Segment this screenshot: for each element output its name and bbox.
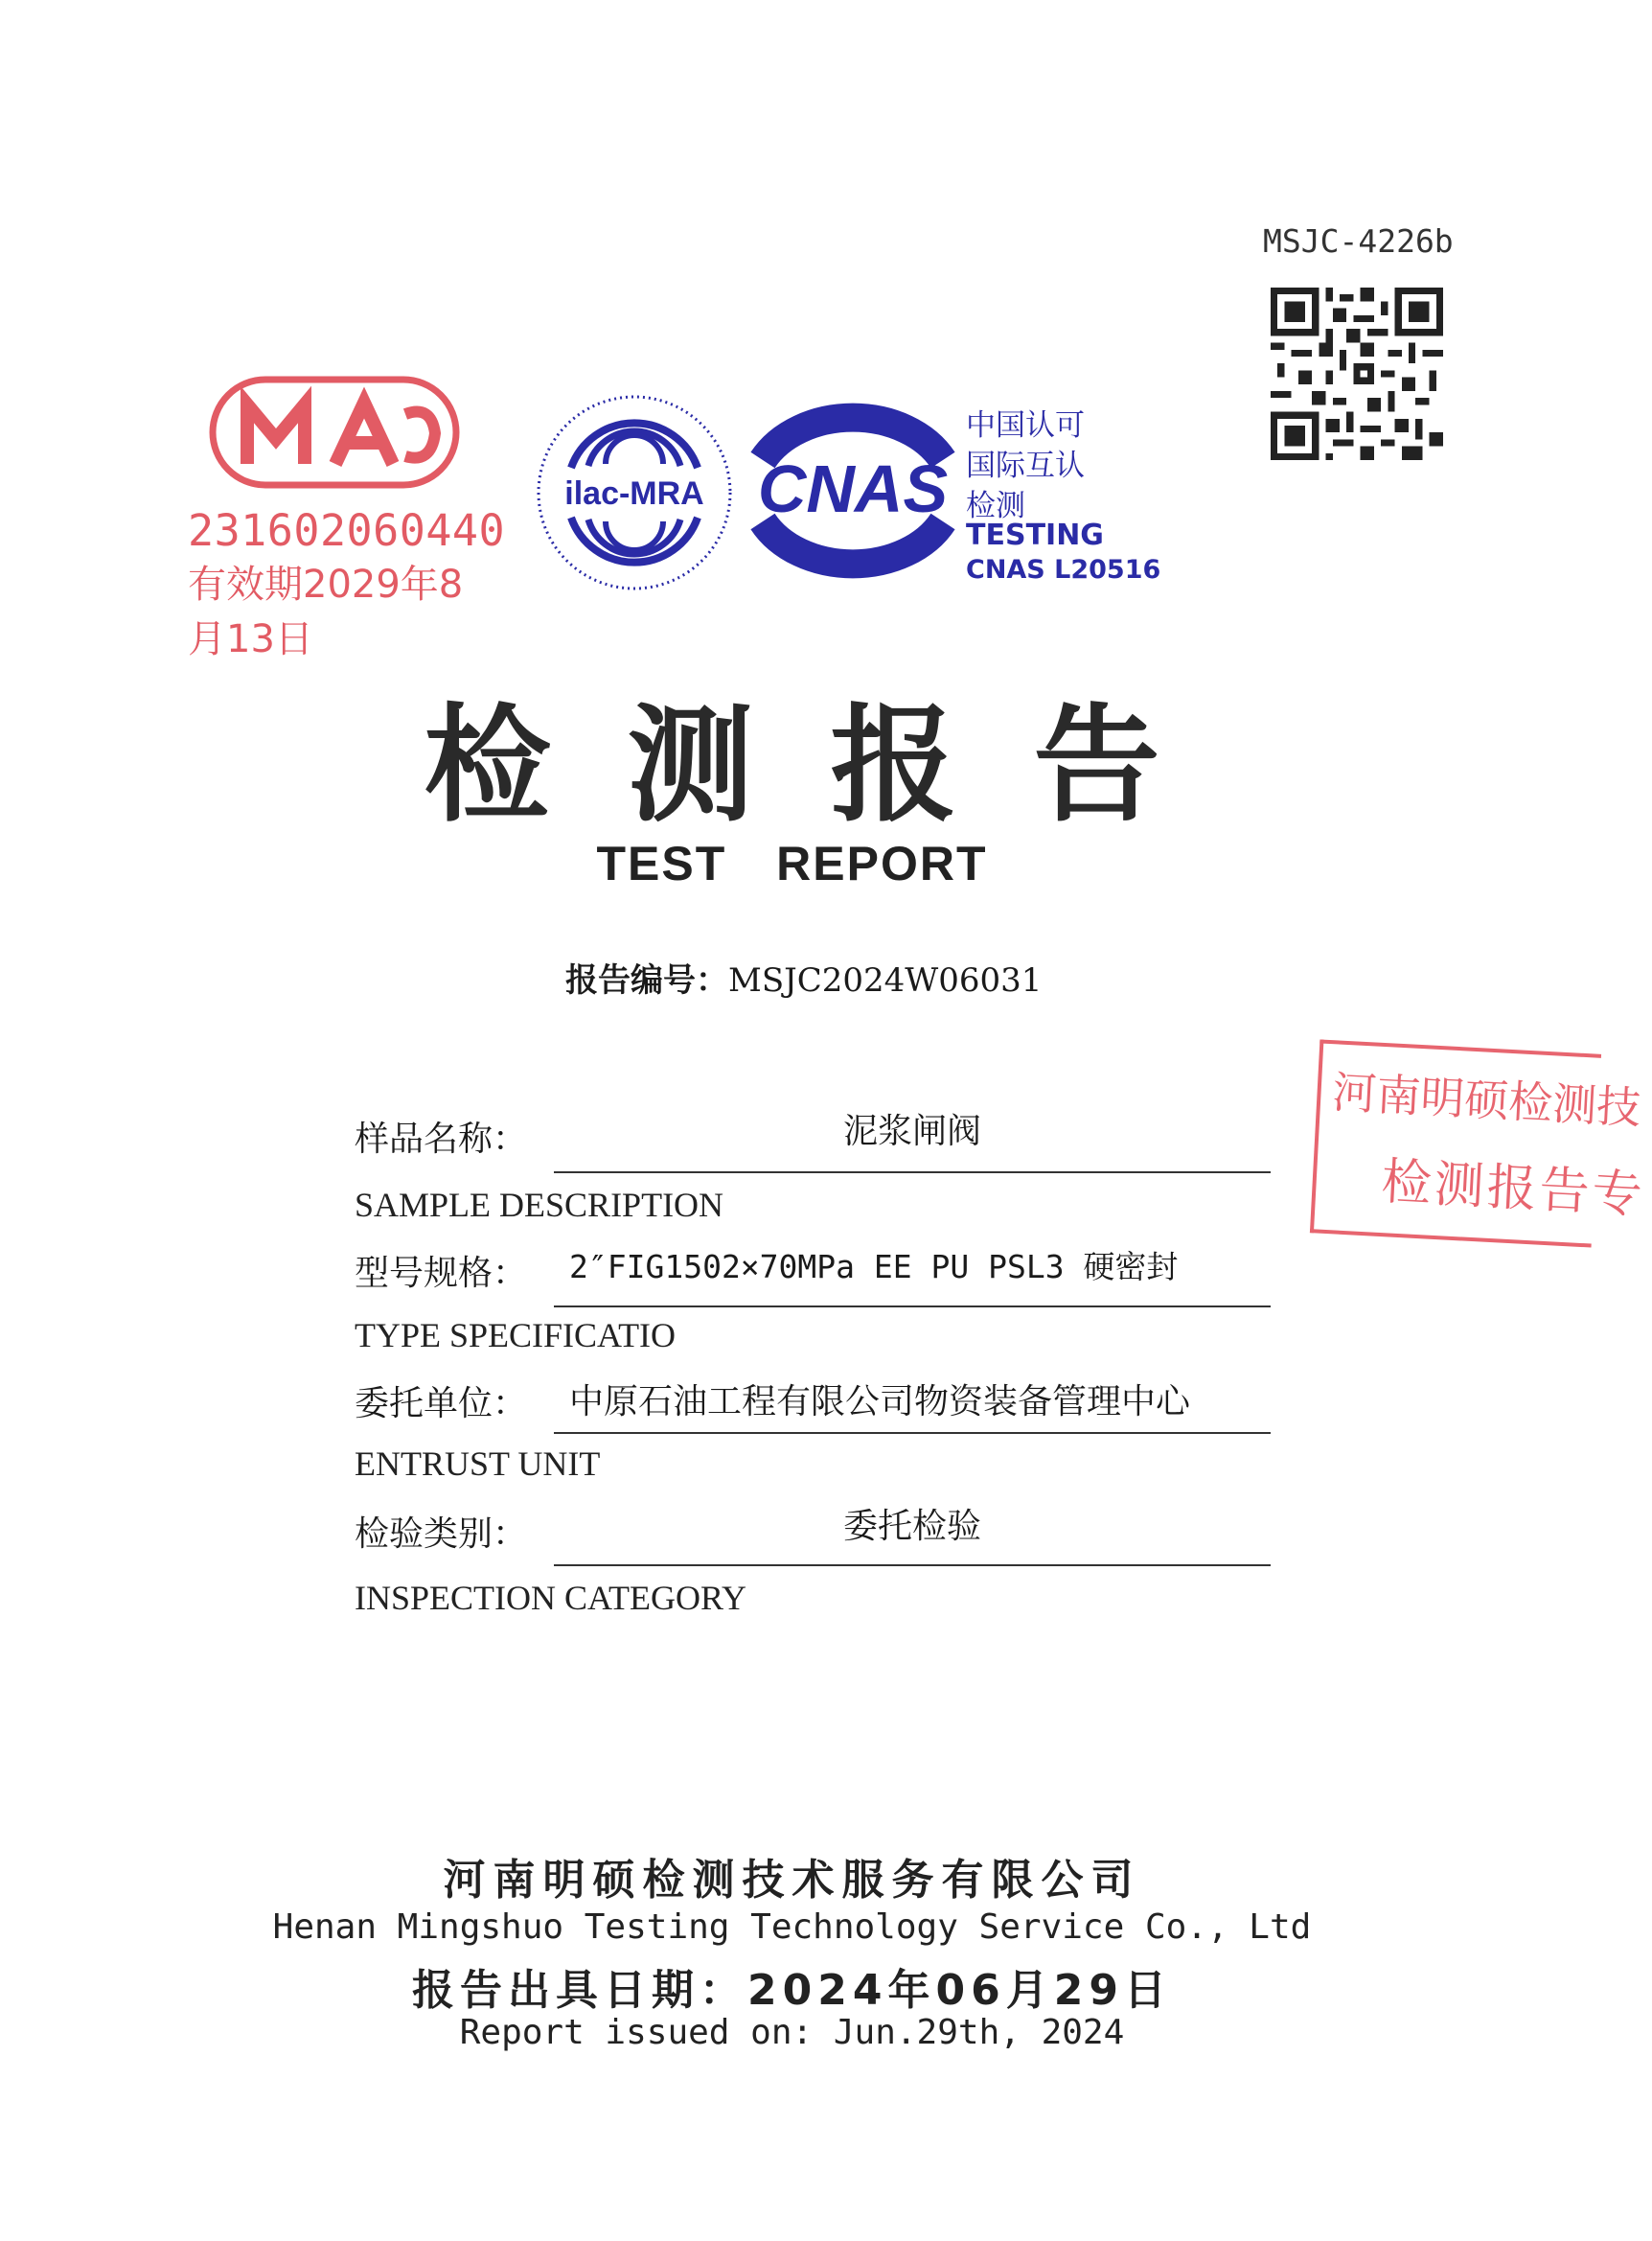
company-stamp bbox=[1310, 1039, 1647, 1247]
report-title-en: TEST REPORT bbox=[596, 837, 988, 890]
inspection-category-en: INSPECTION CATEGORY bbox=[355, 1579, 747, 1617]
ma-certification-logo bbox=[209, 376, 460, 489]
stamp-line-2: 检测报告专 bbox=[1380, 1153, 1647, 1225]
document-code: MSJC-4226b bbox=[1263, 222, 1454, 260]
inspection-category-value: 委托检验 bbox=[842, 1507, 981, 1546]
cnas-line-1: 中国认可 bbox=[966, 408, 1085, 443]
entrust-unit-label: 委托单位： bbox=[355, 1384, 528, 1423]
stamp-line-1: 河南明硕检测技 bbox=[1331, 1066, 1642, 1135]
ma-certificate-number: 231602060440 bbox=[188, 505, 506, 556]
entrust-underline bbox=[554, 1432, 1271, 1434]
qr-code-icon bbox=[1271, 288, 1443, 460]
cnas-line-3: 检测 bbox=[966, 489, 1025, 523]
ilac-mra-logo bbox=[533, 391, 736, 594]
sample-underline bbox=[554, 1171, 1271, 1173]
company-name-cn: 河南明硕检测技术服务有限公司 bbox=[443, 1856, 1141, 1905]
type-specification-en: TYPE SPECIFICATIO bbox=[355, 1316, 677, 1354]
entrust-unit-value: 中原石油工程有限公司物资装备管理中心 bbox=[569, 1382, 1191, 1421]
issue-date-cn: 报告出具日期：2024年06月29日 bbox=[412, 1966, 1172, 2015]
sample-description-en: SAMPLE DESCRIPTION bbox=[355, 1186, 724, 1224]
issue-date-en: Report issued on: Jun.29th, 2024 bbox=[459, 2013, 1125, 2052]
report-title-cn: 检测报告 bbox=[424, 691, 1237, 840]
ilac-mra-text: ilac-MRA bbox=[564, 475, 704, 512]
report-number-label: 报告编号： bbox=[565, 961, 728, 1000]
ma-validity-date: 有效期2029年8月13日 bbox=[188, 563, 464, 661]
cnas-line-2: 国际互认 bbox=[966, 449, 1085, 483]
entrust-unit-en: ENTRUST UNIT bbox=[355, 1444, 601, 1483]
cnas-line-4: TESTING bbox=[966, 519, 1104, 552]
sample-name-label: 样品名称： bbox=[355, 1120, 528, 1159]
type-underline bbox=[554, 1305, 1271, 1307]
sample-name-value: 泥浆闸阀 bbox=[842, 1112, 981, 1151]
report-number bbox=[565, 954, 1042, 1001]
company-name-en: Henan Mingshuo Testing Technology Service Co., Ltd bbox=[272, 1907, 1312, 1947]
type-spec-value: 2″FIG1502×70MPa EE PU PSL3 硬密封 bbox=[569, 1248, 1179, 1285]
cnas-logo-text: CNAS bbox=[757, 451, 949, 526]
inspection-underline bbox=[554, 1564, 1271, 1566]
cnas-line-5: CNAS L20516 bbox=[966, 555, 1161, 585]
inspection-category-label: 检验类别： bbox=[355, 1514, 528, 1554]
type-spec-label: 型号规格： bbox=[355, 1254, 528, 1293]
cnas-logo bbox=[734, 404, 972, 577]
report-number-value: MSJC2024W06031 bbox=[728, 961, 1043, 1000]
